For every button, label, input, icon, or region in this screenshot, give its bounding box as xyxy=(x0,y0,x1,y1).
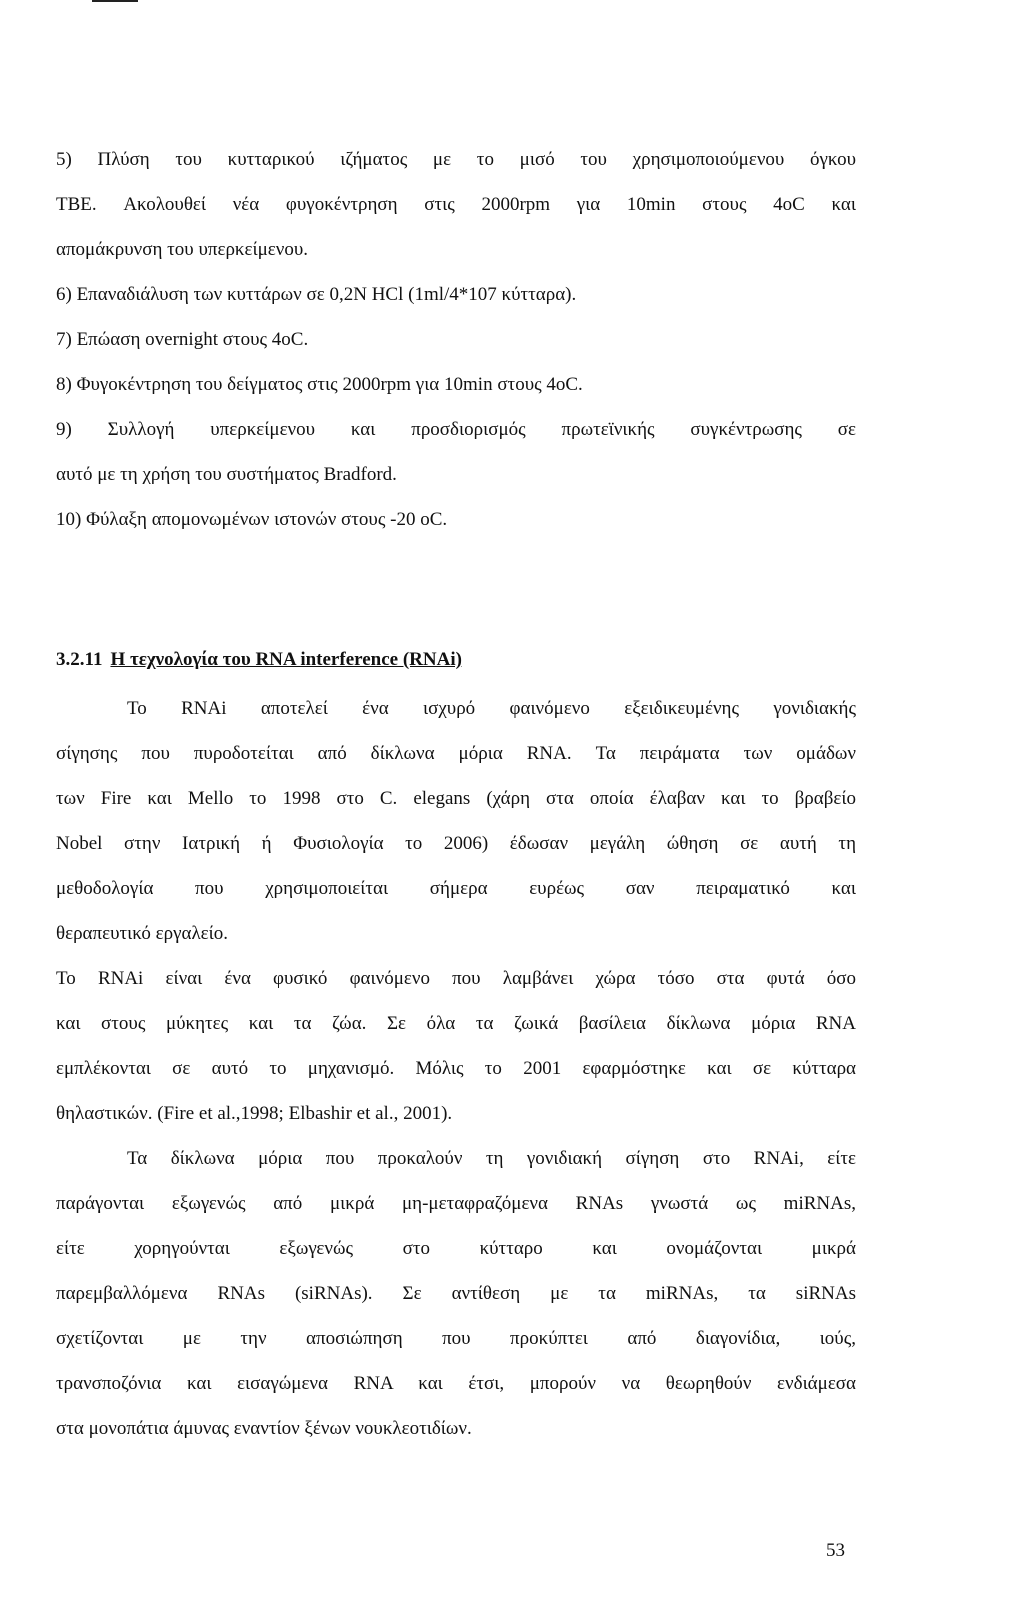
procedure-line: 7) Επώαση overnight στους 4οC. xyxy=(56,329,309,350)
body-line: σχετίζονται με την αποσιώπηση που προκύπτει από διαγονίδια, ιούς, xyxy=(56,1328,856,1349)
procedure-line: 10) Φύλαξη απομονωμένων ιστονών στους -20 οC. xyxy=(56,509,448,530)
body-line: των Fire και Mello το 1998 στο C. elegans (χάρη στα οποία έλαβαν και το βραβείο xyxy=(56,788,856,809)
procedure-line: TBE. Ακολουθεί νέα φυγοκέντρηση στις 2000rpm για 10min στους 4οC και xyxy=(56,194,856,215)
body-line: στα μονοπάτια άμυνας εναντίον ξένων νουκλεοτιδίων. xyxy=(56,1418,472,1439)
body-line: σίγησης που πυροδοτείται από δίκλωνα μόρια RNA. Τα πειράματα των ομάδων xyxy=(56,743,856,764)
procedure-line: 9) Συλλογή υπερκείμενου και προσδιορισμός πρωτεϊνικής συγκέντρωσης σε xyxy=(56,419,856,440)
section-heading xyxy=(56,649,462,671)
procedure-line: 5) Πλύση του κυτταρικού ιζήματος με το μισό του χρησιμοποιούμενου όγκου xyxy=(56,149,856,170)
body-line: και στους μύκητες και τα ζώα. Σε όλα τα ζωικά βασίλεια δίκλωνα μόρια RNA xyxy=(56,1013,856,1034)
procedure-line: 6) Επαναδιάλυση των κυττάρων σε 0,2N HCl (1ml/4*107 κύτταρα). xyxy=(56,284,577,305)
section-title: Η τεχνολογία του RNA interference (RNAi) xyxy=(110,649,462,670)
top-rule xyxy=(92,0,138,2)
section-number: 3.2.11 xyxy=(56,649,103,670)
body-line: Nobel στην Ιατρική ή Φυσιολογία το 2006) έδωσαν μεγάλη ώθηση σε αυτή τη xyxy=(56,833,856,854)
procedure-line: αυτό με τη χρήση του συστήματος Bradford. xyxy=(56,464,397,485)
body-line: Το RNAi είναι ένα φυσικό φαινόμενο που λαμβάνει χώρα τόσο στα φυτά όσο xyxy=(56,968,856,989)
body-line: θεραπευτικό εργαλείο. xyxy=(56,923,229,944)
body-line: θηλαστικών. (Fire et al.,1998; Elbashir et al., 2001). xyxy=(56,1103,453,1124)
procedure-line: απομάκρυνση του υπερκείμενου. xyxy=(56,239,309,260)
body-line: τρανσποζόνια και εισαγώμενα RNA και έτσι, μπορούν να θεωρηθούν ενδιάμεσα xyxy=(56,1373,856,1394)
body-line: Το RNAi αποτελεί ένα ισχυρό φαινόμενο εξειδικευμένης γονιδιακής xyxy=(127,698,856,719)
body-line: εμπλέκονται σε αυτό το μηχανισμό. Μόλις το 2001 εφαρμόστηκε και σε κύτταρα xyxy=(56,1058,856,1079)
page-number: 53 xyxy=(826,1540,845,1561)
body-line: παρεμβαλλόμενα RNAs (siRNAs). Σε αντίθεση με τα miRNAs, τα siRNAs xyxy=(56,1283,856,1304)
body-line: Τα δίκλωνα μόρια που προκαλούν τη γονιδιακή σίγηση στο RNAi, είτε xyxy=(127,1148,856,1169)
body-line: μεθοδολογία που χρησιμοποιείται σήμερα ευρέως σαν πειραματικό και xyxy=(56,878,856,899)
body-line: είτε χορηγούνται εξωγενώς στο κύτταρο και ονομάζονται μικρά xyxy=(56,1238,856,1259)
body-line: παράγονται εξωγενώς από μικρά μη-μεταφραζόμενα RNAs γνωστά ως miRNAs, xyxy=(56,1193,856,1214)
procedure-line: 8) Φυγοκέντρηση του δείγματος στις 2000rpm για 10min στους 4οC. xyxy=(56,374,583,395)
